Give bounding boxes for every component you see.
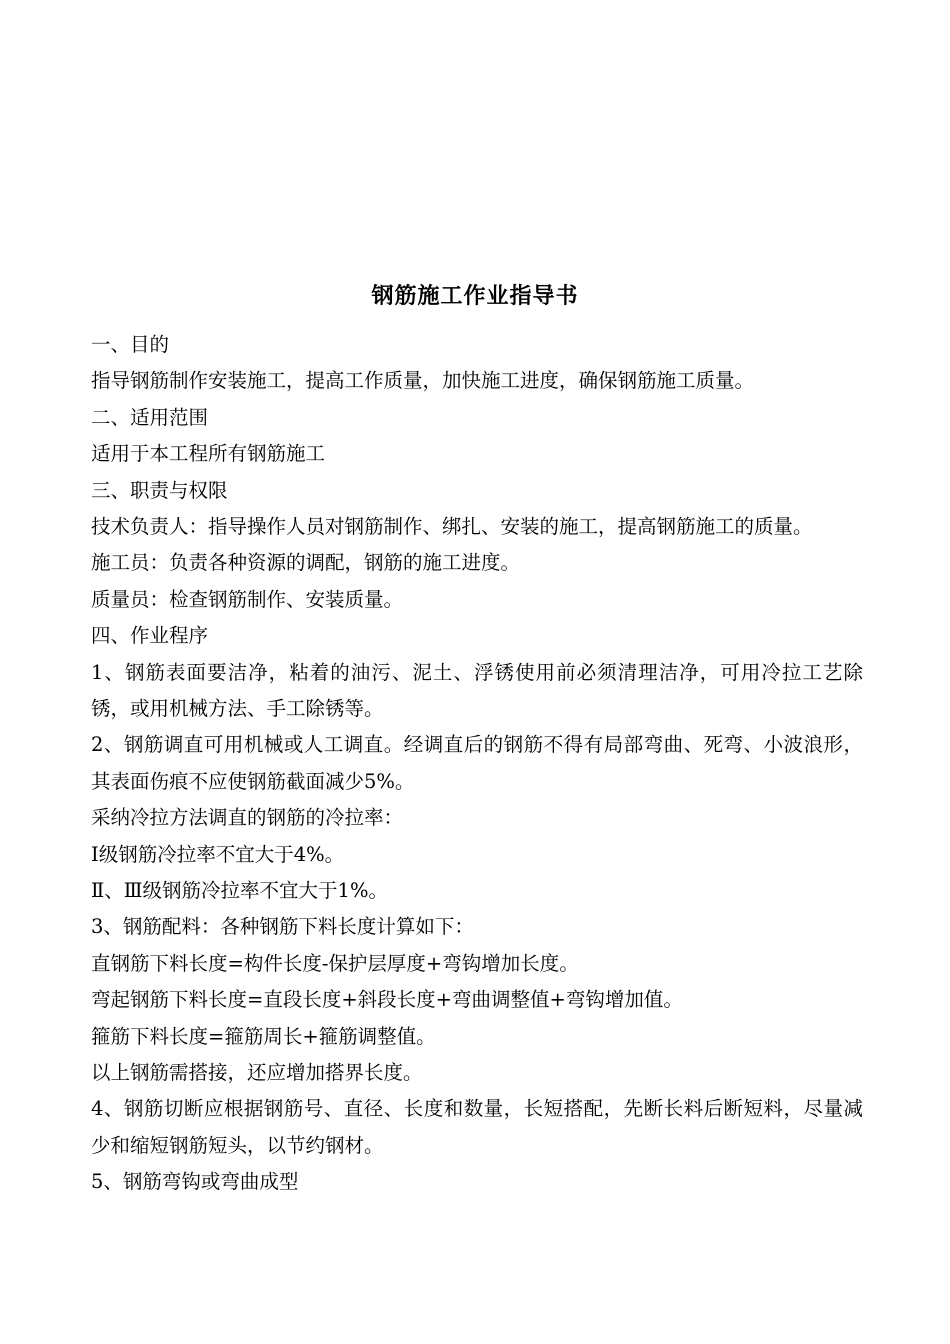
responsibility-technical-lead: 技术负责人：指导操作人员对钢筋制作、绑扎、安装的施工，提高钢筋施工的质量。 [91,514,813,538]
formula-stirrup: 箍筋下料长度=箍筋周长+箍筋调整值。 [91,1024,436,1048]
procedure-step-3: 3、钢筋配料：各种钢筋下料长度计算如下： [91,915,474,939]
lap-length-note: 以上钢筋需搭接，还应增加搭界长度。 [91,1060,423,1084]
purpose-text: 指导钢筋制作安装施工，提高工作质量，加快施工进度，确保钢筋施工质量。 [91,369,755,393]
formula-bent-bar: 弯起钢筋下料长度=直段长度+斜段长度+弯曲调整值+弯钩增加值。 [91,988,683,1012]
responsibility-construction-staff: 施工员：负责各种资源的调配，钢筋的施工进度。 [91,551,521,575]
procedure-step-5: 5、钢筋弯钩或弯曲成型 [91,1170,299,1194]
procedure-step-4: 4、钢筋切断应根据钢筋号、直径、长度和数量，长短搭配，先断长料后断短料，尽量减少和缩短钢筋短头，以节约钢材。 [91,1097,863,1157]
section-heading-purpose: 一、目的 [91,333,170,356]
document-title: 钢筋施工作业指导书 [371,283,579,309]
procedure-step-2: 2、钢筋调直可用机械或人工调直。经调直后的钢筋不得有局部弯曲、死弯、小波浪形，其表面伤痕不应使钢筋截面减少5%。 [91,733,863,793]
section-heading-scope: 二、适用范围 [91,405,209,429]
scope-text: 适用于本工程所有钢筋施工 [91,442,326,466]
document-body [91,327,863,1200]
cold-drawing-rate-grade-2-3: Ⅱ、Ⅲ级钢筋冷拉率不宜大于1%。 [91,878,388,902]
cold-drawing-rate-grade-1: Ⅰ级钢筋冷拉率不宜大于4%。 [91,842,345,866]
formula-straight-bar: 直钢筋下料长度=构件长度-保护层厚度+弯钩增加长度。 [91,951,579,975]
section-heading-procedure: 四、作业程序 [91,624,209,648]
section-heading-responsibilities: 三、职责与权限 [91,478,228,502]
responsibility-quality-staff: 质量员：检查钢筋制作、安装质量。 [91,587,404,611]
cold-drawing-rate-intro: 采纳冷拉方法调直的钢筋的冷拉率： [91,806,404,830]
procedure-step-1: 1、钢筋表面要洁净，粘着的油污、泥土、浮锈使用前必须清理洁净，可用冷拉工艺除锈，或用机械方法、手工除锈等。 [91,660,863,720]
